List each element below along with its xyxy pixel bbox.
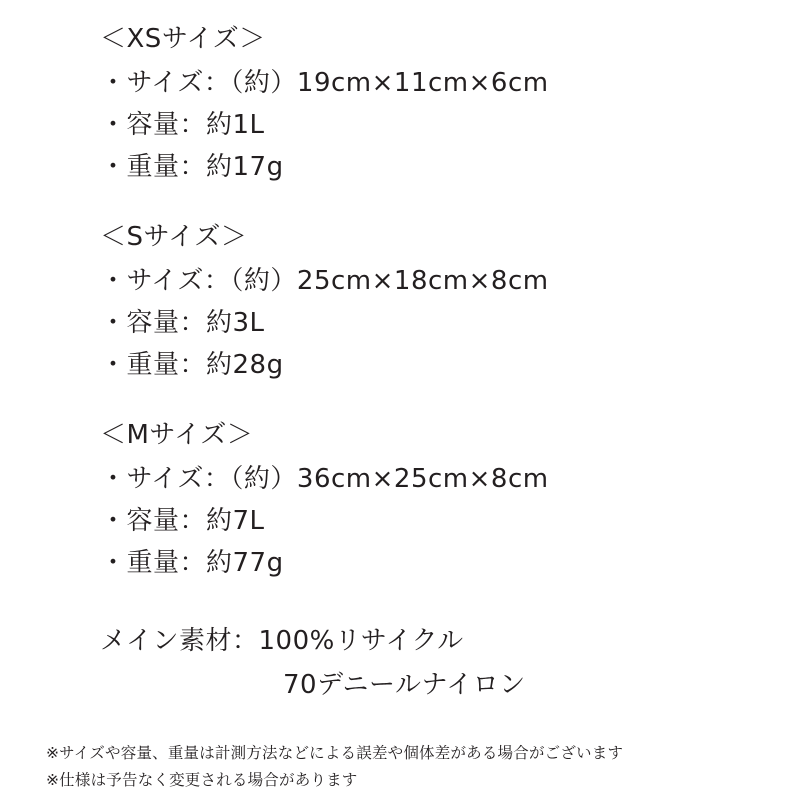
block-heading-s: ＜Sサイズ＞	[100, 222, 248, 252]
top-spacer	[0, 0, 800, 26]
spec-line-xs-capacity: ・容量：約1L	[100, 110, 265, 140]
spec-line-m-weight: ・重量：約77g	[100, 548, 284, 578]
material-line-primary: メイン素材：100%リサイクル	[100, 626, 464, 656]
spec-line-s-capacity: ・容量：約3L	[100, 308, 265, 338]
spec-line-s-weight: ・重量：約28g	[100, 350, 284, 380]
spec-line-m-capacity: ・容量：約7L	[100, 506, 265, 536]
spec-line-xs-weight: ・重量：約17g	[100, 152, 284, 182]
note-line-measurement: ※サイズや容量、重量は計測方法などによる誤差や個体差がある場合がございます	[46, 744, 624, 762]
block-heading-m: ＜Mサイズ＞	[100, 420, 254, 450]
spec-line-s-dimensions: ・サイズ：（約）25cm×18cm×8cm	[100, 266, 549, 296]
notes-block	[46, 746, 800, 788]
size-block-xs	[0, 26, 800, 180]
spec-line-m-dimensions: ・サイズ：（約）36cm×25cm×8cm	[100, 464, 549, 494]
size-block-m	[0, 422, 800, 576]
size-block-s	[0, 224, 800, 378]
note-line-spec-change: ※仕様は予告なく変更される場合があります	[46, 770, 358, 789]
material-line-secondary: 70デニールナイロン	[283, 670, 526, 700]
block-heading-xs: ＜XSサイズ＞	[100, 24, 266, 54]
material-block	[0, 628, 800, 698]
spec-line-xs-dimensions: ・サイズ：（約）19cm×11cm×6cm	[100, 68, 549, 98]
